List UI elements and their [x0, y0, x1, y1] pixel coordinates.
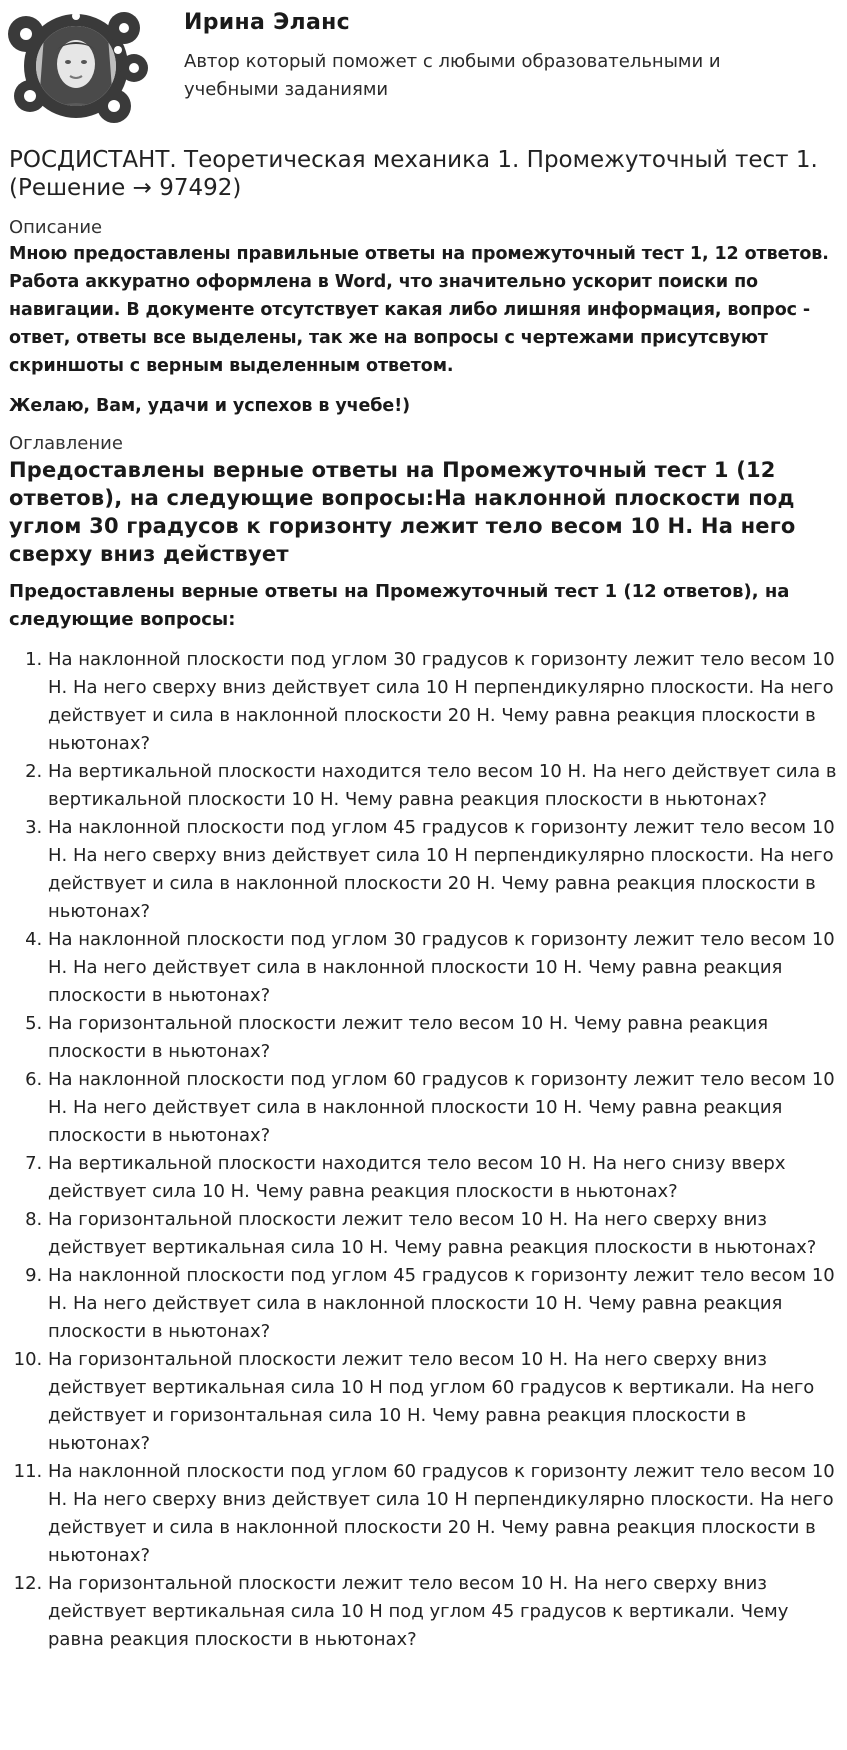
question-item: 12. На горизонтальной плоскости лежит тело весом 10 Н. На него сверху вниз действует вертикальная сила 10 Н под углом 45 градусов к вертикали. Чему равна реакция плоскости в ньютонах?	[48, 1570, 837, 1654]
question-item: 8. На горизонтальной плоскости лежит тело весом 10 Н. На него сверху вниз действует вертикальная сила 10 Н. Чему равна реакция плоскости в ньютонах?	[48, 1206, 837, 1262]
avatar-image	[6, 6, 150, 124]
question-item: 7. На вертикальной плоскости находится тело весом 10 Н. На него снизу вверх действует сила 10 Н. Чему равна реакция плоскости в ньютонах?	[48, 1150, 837, 1206]
toc-heading: Предоставлены верные ответы на Промежуточный тест 1 (12 ответов), на следующие вопросы:На наклонной плоскости под углом 30 градусов к горизонту лежит тело весом 10 Н. На него сверху вниз действует	[9, 458, 796, 566]
author-name[interactable]: Ирина Эланс	[184, 10, 350, 35]
question-item: 3. На наклонной плоскости под углом 45 градусов к горизонту лежит тело весом 10 Н. На него сверху вниз действует сила 10 Н перпендикулярно плоскости. На него действует и сила в наклонной плоскости 20 Н. Чему равна реакция плоскости в ньютонах?	[48, 814, 837, 926]
description-block	[9, 240, 837, 420]
question-item: 6. На наклонной плоскости под углом 60 градусов к горизонту лежит тело весом 10 Н. На него действует сила в наклонной плоскости 10 Н. Чему равна реакция плоскости в ньютонах?	[48, 1066, 837, 1150]
author-bio: Автор который поможет с любыми образовательными и учебными заданиями	[184, 51, 721, 100]
question-item: 10. На горизонтальной плоскости лежит тело весом 10 Н. На него сверху вниз действует вертикальная сила 10 Н под углом 60 градусов к вертикали. На него действует и горизонтальная сила 10 Н. Чему равна реакция плоскости в ньютонах?	[48, 1346, 837, 1458]
question-item: 5. На горизонтальной плоскости лежит тело весом 10 Н. Чему равна реакция плоскости в ньютонах?	[48, 1010, 837, 1066]
question-item: 1. На наклонной плоскости под углом 30 градусов к горизонту лежит тело весом 10 Н. На него сверху вниз действует сила 10 Н перпендикулярно плоскости. На него действует и сила в наклонной плоскости 20 Н. Чему равна реакция плоскости в ньютонах?	[48, 646, 837, 758]
avatar[interactable]	[6, 6, 150, 124]
description-text: Мною предоставлены правильные ответы на промежуточный тест 1, 12 ответов. Работа аккуратно оформлена в Word, что значительно ускорит поиски по навигации. В документе отсутствует какая либо лишняя информация, вопрос - ответ, ответы все выделены, так же на вопросы с чертежами присутсвуют скриншоты с верным выделенным ответом.	[9, 244, 829, 376]
toc-label: Оглавление	[9, 433, 123, 454]
page-title: РОСДИСТАНТ. Теоретическая механика 1. Промежуточный тест 1. (Решение → 97492)	[9, 147, 818, 201]
questions-heading: Предоставлены верные ответы на Промежуточный тест 1 (12 ответов), на следующие вопросы:	[9, 581, 790, 630]
question-item: 11. На наклонной плоскости под углом 60 градусов к горизонту лежит тело весом 10 Н. На него сверху вниз действует сила 10 Н перпендикулярно плоскости. На него действует и сила в наклонной плоскости 20 Н. Чему равна реакция плоскости в ньютонах?	[48, 1458, 837, 1570]
question-item: 2. На вертикальной плоскости находится тело весом 10 Н. На него действует сила в вертикальной плоскости 10 Н. Чему равна реакция плоскости в ньютонах?	[48, 758, 837, 814]
question-item: 4. На наклонной плоскости под углом 30 градусов к горизонту лежит тело весом 10 Н. На него действует сила в наклонной плоскости 10 Н. Чему равна реакция плоскости в ньютонах?	[48, 926, 837, 1010]
question-item: 9. На наклонной плоскости под углом 45 градусов к горизонту лежит тело весом 10 Н. На него действует сила в наклонной плоскости 10 Н. Чему равна реакция плоскости в ньютонах?	[48, 1262, 837, 1346]
questions-list	[9, 646, 837, 1654]
description-wish: Желаю, Вам, удачи и успехов в учебе!)	[9, 396, 410, 416]
description-label: Описание	[9, 217, 103, 238]
author-card	[0, 0, 847, 135]
main-content	[9, 146, 837, 1654]
